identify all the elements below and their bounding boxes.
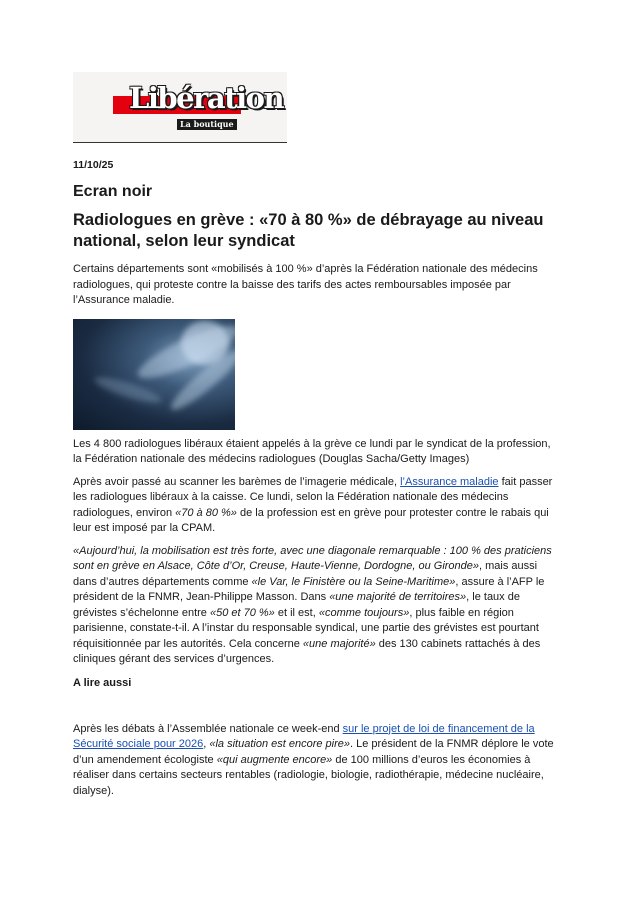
article-date: 11/10/25 [73,159,114,171]
p2-quote-2: «le Var, le Finistère ou la Seine-Maritime» [251,575,456,588]
p3-text-b: , [203,738,210,750]
p3-text-d: de 100 millions d’euros les économies à réaliser dans certains secteurs rentables (radiologie, biologie, radiothérapie, médecine nucléaire, dialyse). [73,753,544,797]
read-also-heading: A lire aussi [73,676,132,689]
p3-quote-2: «qui augmente encore» [216,753,333,766]
p1-quote-1: «70 à 80 %» [175,506,237,519]
p2-quote-5: «comme toujours» [318,606,410,619]
p1-text-c: de la profession est en grève pour protester contre le rabais qui leur est imposé par la CPAM. [73,506,549,534]
article-lead: Certains départements sont «mobilisés à 100 %» d’après la Fédération nationale des médecins radiologues, qui proteste contre la baisse des tarifs des actes remboursables imposée par l’Assurance maladie. [73,263,538,306]
p1-text-b: fait passer les radiologues libéraux à la caisse. Ce lundi, selon la Fédération nationale des médecins radiologues, environ [73,475,553,519]
p2-text-a: , mais aussi dans d’autres départements comme [73,560,538,588]
article-kicker: Ecran noir [73,183,153,200]
p1-text-a: Après avoir passé au scanner les barèmes de l’imagerie médicale, [73,475,401,488]
assurance-maladie-link[interactable]: l’Assurance maladie [400,475,499,488]
article-photo [73,319,235,430]
p2-text-b: , assure à l’AFP le président de la FNMR, Jean-Philippe Masson. Dans [73,575,545,603]
p2-text-e: , plus faible en région parisienne, constate-t-il. A l’instar du responsable syndical, une partie des grévistes est pourtant réquisitionnée par les autorités. Cela concerne [73,606,539,650]
photo-caption: Les 4 800 radiologues libéraux étaient appelés à la grève ce lundi par le syndicat de la profession, la Fédération nationale des médecins radiologues (Douglas Sacha/Getty Images) [73,437,551,465]
p3-quote-1: «la situation est encore pire» [209,738,351,750]
p2-text-d: et il est, [274,606,319,619]
p2-quote-1: «Aujourd’hui, la mobilisation est très forte, avec une diagonale remarquable : 100 % des praticiens sont en grève en Alsace, Côte d’Or, Creuse, Haute-Vienne, Dordogne, ou Gironde» [73,544,552,572]
p3-text-c: . Le président de la FNMR déplore le vote d’un amendement écologiste [73,738,554,766]
liberation-logo[interactable] [73,72,287,143]
p2-quote-6: «une majorité» [302,637,376,650]
logo-subtitle: La boutique [177,119,237,130]
p2-quote-3: «une majorité de territoires» [329,591,467,603]
p3-text-a: Après les débats à l’Assemblée nationale ce week-end [73,722,343,735]
paragraph-1 [73,475,561,537]
logo-wordmark: Libération [129,81,284,115]
p2-text-f: des 130 cabinets rattachés à des cliniques gérant des services d’urgences. [73,637,541,665]
article-page [73,72,561,799]
article-headline: Radiologues en grève : «70 à 80 %» de débrayage au niveau national, selon leur syndicat [73,211,544,250]
paragraph-3 [73,722,561,800]
p2-text-c: , le taux de grévistes s’échelonne entre [73,591,520,619]
paragraph-2 [73,544,561,668]
plfss-2026-link[interactable]: sur le projet de loi de financement de la Sécurité sociale pour 2026 [73,722,535,750]
p2-quote-4: «50 et 70 %» [209,606,275,619]
